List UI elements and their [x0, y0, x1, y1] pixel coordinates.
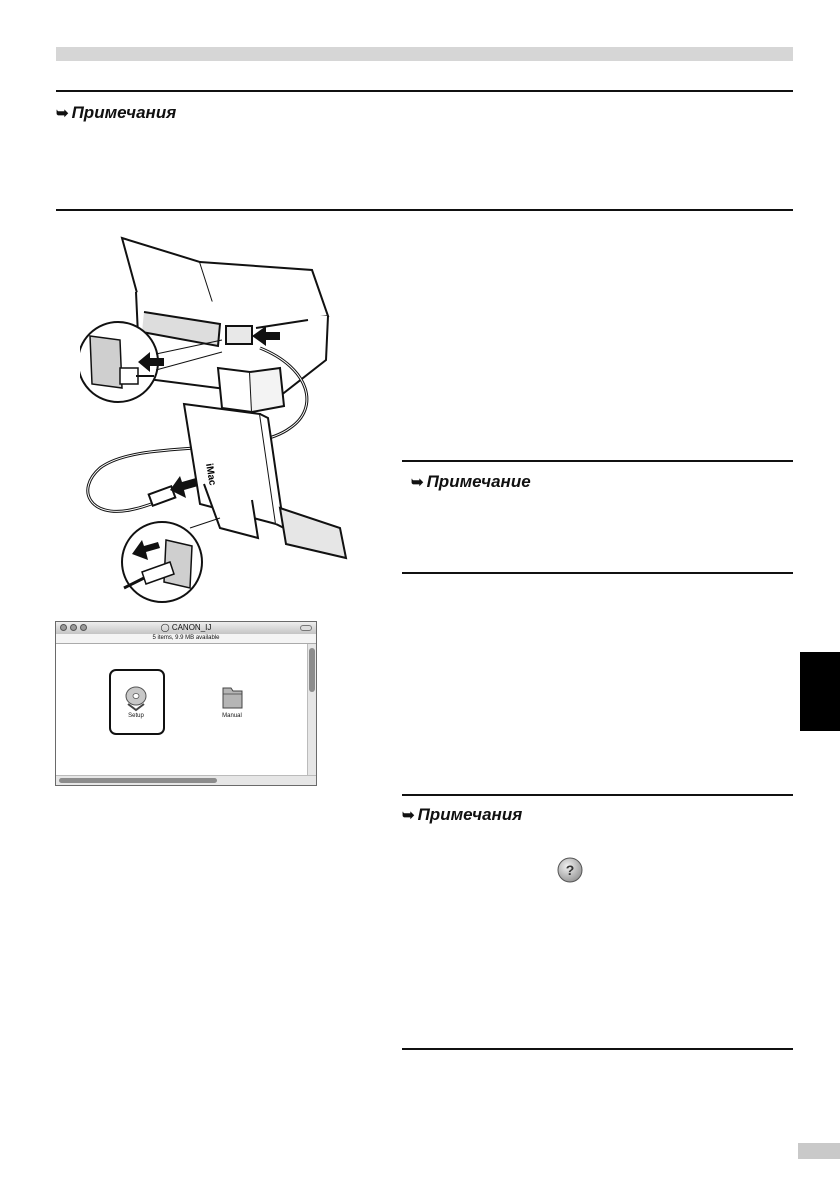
header-band: [56, 47, 793, 61]
note-heading-3-text: Примечания: [417, 805, 523, 824]
setup-label: Setup: [128, 713, 144, 719]
note-arrow-icon: ➥: [56, 105, 69, 122]
usb-a-port-zoom: [122, 518, 220, 602]
printer-connection-illustration: [80, 228, 355, 608]
note-heading-2: [411, 472, 531, 493]
horizontal-scrollbar[interactable]: [56, 775, 316, 785]
note-2-bottom-rule: [402, 572, 793, 574]
finder-window-title: [56, 622, 316, 634]
note-heading-3: [402, 805, 522, 826]
imac-brand-label: iMac: [203, 462, 218, 487]
note-heading-2-text: Примечание: [426, 472, 531, 491]
horizontal-scroll-thumb[interactable]: [59, 778, 217, 783]
note-top-rule: [56, 90, 793, 92]
help-glyph: ?: [565, 862, 575, 878]
setup-disc-icon: [116, 684, 156, 712]
note-heading-1-text: Примечания: [71, 103, 177, 122]
note-2-top-rule: [402, 460, 793, 462]
finder-status-bar: 5 items, 9.9 MB available: [56, 634, 316, 644]
note-heading-1: [56, 103, 176, 124]
chapter-tab: [800, 652, 840, 731]
finder-window: [55, 621, 317, 786]
manual-label: Manual: [222, 713, 242, 719]
setup-item[interactable]: [116, 684, 156, 720]
note-3-bottom-rule: [402, 1048, 793, 1050]
note-arrow-icon: ➥: [402, 807, 415, 824]
toolbar-toggle-button[interactable]: [300, 625, 312, 631]
manual-item[interactable]: [212, 684, 252, 720]
disc-icon: ◯: [160, 623, 170, 632]
finder-title-text: CANON_IJ: [171, 623, 212, 632]
note-arrow-icon: ➥: [411, 474, 424, 491]
note-3-top-rule: [402, 794, 793, 796]
page-number-tab: [798, 1143, 840, 1159]
help-icon: [556, 856, 584, 884]
note-bottom-rule: [56, 209, 793, 211]
printer-drawing: [122, 238, 328, 412]
vertical-scroll-thumb[interactable]: [309, 648, 315, 692]
folder-icon: [212, 684, 252, 712]
